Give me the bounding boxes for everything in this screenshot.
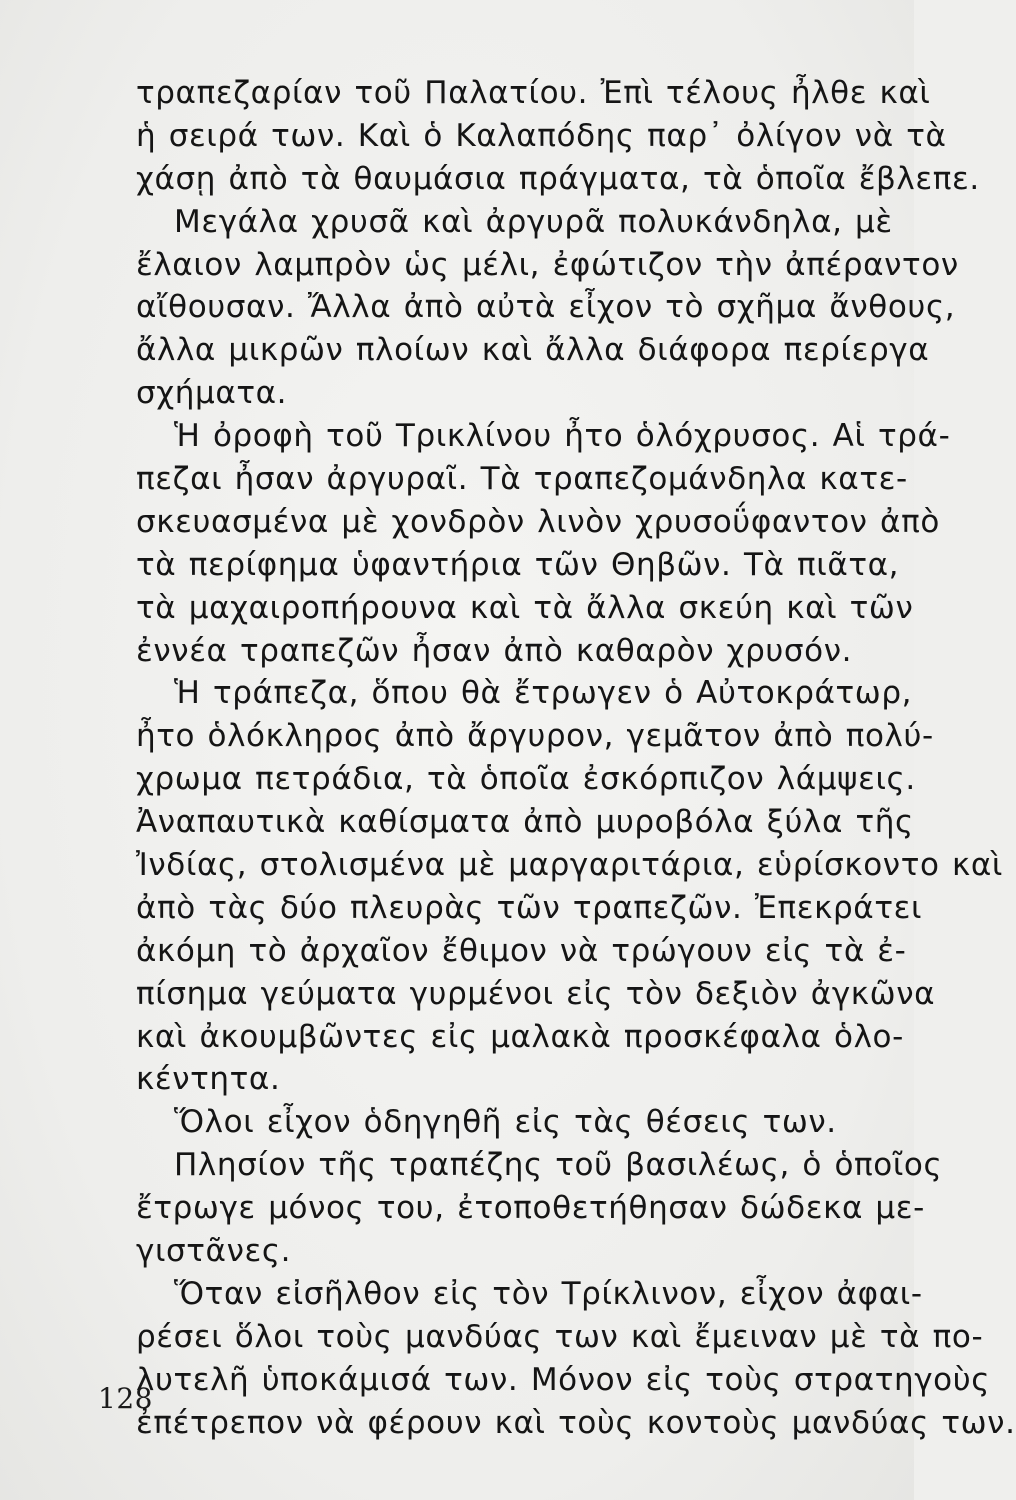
text-line: σχήματα. xyxy=(136,375,288,412)
text-line: χρωμα πετράδια, τὰ ὁποῖα ἐσκόρπιζον λάμψεις. xyxy=(136,761,916,798)
text-line: Ἀναπαυτικὰ καθίσματα ἀπὸ μυροβόλα ξύλα τῆς xyxy=(136,804,914,841)
text-line: τραπεζαρίαν τοῦ Παλατίου. Ἐπὶ τέλους ἦλθε καὶ xyxy=(136,75,931,111)
text-line: ἐννέα τραπεζῶν ἦσαν ἀπὸ καθαρὸν χρυσόν. xyxy=(136,632,853,669)
text-line: τὰ περίφημα ὑφαντήρια τῶν Θηβῶν. Τὰ πιᾶτα, xyxy=(136,546,900,583)
text-line: ἀπὸ τὰς δύο πλευρὰς τῶν τραπεζῶν. Ἐπεκράτει xyxy=(136,889,923,926)
text-line: Ἰνδίας, στολισμένα μὲ μαργαριτάρια, εὑρίσκοντο καὶ xyxy=(136,847,1003,884)
text-line: αἴθουσαν. Ἄλλα ἀπὸ αὐτὰ εἶχον τὸ σχῆμα ἄνθους, xyxy=(136,289,956,326)
text-line: ἐπέτρεπον νὰ φέρουν καὶ τοὺς κοντοὺς μανδύας των. xyxy=(136,1404,1016,1441)
text-line: χάσῃ ἀπὸ τὰ θαυμάσια πράγματα, τὰ ὁποῖα ἔβλεπε. xyxy=(136,160,980,197)
text-line: Ὅταν εἰσῆλθον εἰς τὸν Τρίκλινον, εἶχον ἀφαι- xyxy=(174,1275,923,1312)
body-text xyxy=(136,72,1016,1445)
page-number: 128 xyxy=(98,1382,153,1415)
text-line: λυτελῆ ὑποκάμισά των. Μόνον εἰς τοὺς στρατηγοὺς xyxy=(136,1361,991,1398)
text-line: Μεγάλα χρυσᾶ καὶ ἀργυρᾶ πολυκάνδηλα, μὲ xyxy=(174,203,893,240)
text-line: Πλησίον τῆς τραπέζης τοῦ βασιλέως, ὁ ὁποῖος xyxy=(174,1147,943,1184)
text-line: ἔτρωγε μόνος του, ἐτοποθετήθησαν δώδεκα με- xyxy=(136,1190,925,1227)
text-line: ρέσει ὅλοι τοὺς μανδύας των καὶ ἔμειναν μὲ τὰ πο- xyxy=(136,1318,984,1355)
text-line: κέντητα. xyxy=(136,1061,281,1098)
text-line: τὰ μαχαιροπήρουνα καὶ τὰ ἄλλα σκεύη καὶ τῶν xyxy=(136,589,914,626)
text-line: σκευασμένα μὲ χονδρὸν λινὸν χρυσοΰφαντον ἀπὸ xyxy=(136,503,940,540)
text-line: ἔλαιον λαμπρὸν ὡς μέλι, ἐφώτιζον τὴν ἀπέραντον xyxy=(136,246,959,283)
text-line: καὶ ἀκουμβῶντες εἰς μαλακὰ προσκέφαλα ὁλο- xyxy=(136,1018,904,1055)
text-line: ἦτο ὁλόκληρος ἀπὸ ἄργυρον, γεμᾶτον ἀπὸ πολύ- xyxy=(136,718,934,755)
text-line: Ἡ τράπεζα, ὅπου θὰ ἔτρωγεν ὁ Αὐτοκράτωρ, xyxy=(174,675,913,712)
text-line: ἄλλα μικρῶν πλοίων καὶ ἄλλα διάφορα περίεργα xyxy=(136,332,930,369)
text-line: ἡ σειρά των. Καὶ ὁ Καλαπόδης παρ᾽ ὀλίγον νὰ τὰ xyxy=(136,117,947,154)
text-line: Ἡ ὀροφὴ τοῦ Τρικλίνου ἦτο ὁλόχρυσος. Αἱ τρά- xyxy=(174,418,951,455)
text-line: πεζαι ἦσαν ἀργυραῖ. Τὰ τραπεζομάνδηλα κατε- xyxy=(136,461,908,498)
text-line: πίσημα γεύματα γυρμένοι εἰς τὸν δεξιὸν ἀγκῶνα xyxy=(136,975,936,1012)
text-line: ἀκόμη τὸ ἀρχαῖον ἔθιμον νὰ τρώγουν εἰς τὰ ἐ- xyxy=(136,932,907,969)
text-line: γιστᾶνες. xyxy=(136,1233,292,1270)
text-line: Ὅλοι εἶχον ὁδηγηθῆ εἰς τὰς θέσεις των. xyxy=(174,1104,837,1141)
